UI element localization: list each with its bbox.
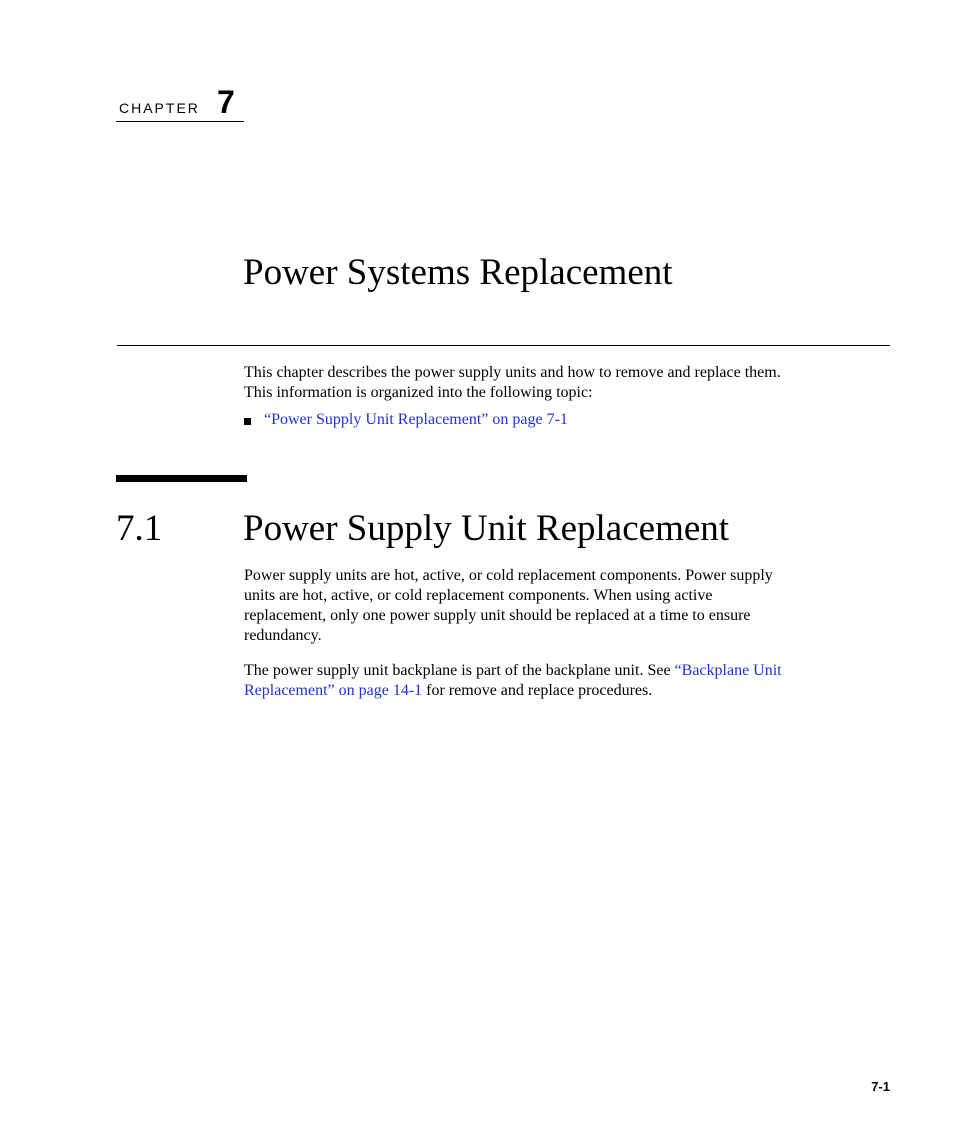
chapter-word: CHAPTER bbox=[119, 100, 200, 116]
chapter-label bbox=[116, 84, 244, 122]
intro-line-2: This information is organized into the following topic: bbox=[244, 384, 593, 401]
intro-paragraph bbox=[244, 363, 890, 403]
page-number: 7-1 bbox=[871, 1079, 890, 1094]
paragraph-1-line-2: units are hot, active, or cold replacement components. When using active bbox=[244, 587, 713, 604]
section-paragraph-1 bbox=[244, 566, 890, 646]
topic-list bbox=[244, 410, 568, 430]
paragraph-2-text-2: for remove and replace procedures. bbox=[422, 682, 653, 699]
power-supply-unit-replacement-link[interactable]: “Power Supply Unit Replacement” on page 7-1 bbox=[264, 411, 568, 428]
section-title: Power Supply Unit Replacement bbox=[243, 508, 730, 549]
section-bar bbox=[116, 475, 247, 482]
intro-line-1: This chapter describes the power supply units and how to remove and replace them. bbox=[244, 364, 781, 381]
paragraph-2-text-1: The power supply unit backplane is part of the backplane unit. See bbox=[244, 662, 675, 679]
list-item bbox=[244, 410, 568, 430]
backplane-link-part-1[interactable]: “Backplane Unit bbox=[674, 662, 782, 679]
chapter-number: 7 bbox=[217, 84, 235, 120]
paragraph-1-line-4: redundancy. bbox=[244, 627, 322, 644]
section-paragraph-2 bbox=[244, 661, 890, 701]
title-divider bbox=[117, 345, 890, 346]
paragraph-1-line-3: replacement, only one power supply unit should be replaced at a time to ensure bbox=[244, 607, 751, 624]
paragraph-1-line-1: Power supply units are hot, active, or cold replacement components. Power supply bbox=[244, 567, 773, 584]
chapter-title: Power Systems Replacement bbox=[243, 252, 673, 293]
square-bullet-icon bbox=[244, 418, 251, 425]
section-number: 7.1 bbox=[116, 508, 163, 549]
backplane-link-part-2[interactable]: Replacement” on page 14-1 bbox=[244, 682, 423, 699]
